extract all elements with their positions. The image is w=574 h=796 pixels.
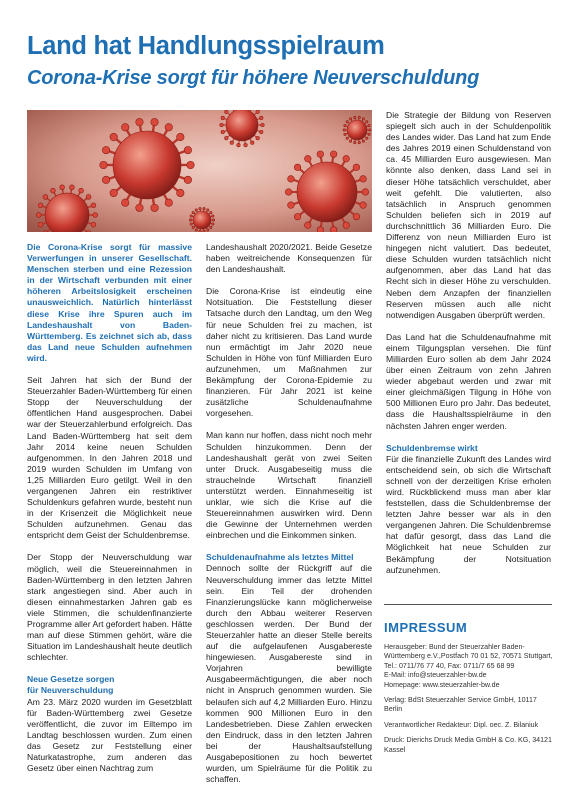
impressum-redakteur: Verantwortlicher Redakteur: Dipl. oec. Z. Bilaniuk [384, 720, 539, 729]
subheading-schuldenaufnahme: Schuldenaufnahme als letztes Mittel [206, 552, 354, 563]
paragraph: Landeshaushalt 2020/2021. Beide Gesetze haben weitreichende Konsequenzen für den Landeshaushalt. [206, 242, 372, 275]
impressum-druck: Druck: Dierichs Druck Media GmbH & Co. KG, 34121 Kassel [384, 736, 552, 754]
paragraph: Der Stopp der Neuverschuldung war möglich, weil die Steuereinnahmen in Baden-Württemberg in den letzten Jahren stark angestiegen sind. Aber auch in diesen einnahmestarken Jahren gab es viele Stimmen, die schuldenfinanzierte Programme aller Art gefordert haben. Hätte man auf diese Stimmen gehört, wäre die Situation im Landeshaushalt heute deutlich schlechter. [27, 552, 192, 663]
paragraph: Das Land hat die Schuldenaufnahme mit einem Tilgungsplan versehen. Die fünf Milliarden Euro sollen ab dem Jahr 2024 über einen Zeitraum von zehn Jahren wieder abgebaut werden und zwar mit einer gleichmäßigen Tilgung in Höhe von 500 Millionen Euro pro Jahr. Das bedeutet, dass die Haushaltsspielräume in den nächsten Jahren enger werden. [386, 331, 551, 431]
impressum-title: IMPRESSUM [384, 620, 468, 635]
subheading-schuldenbremse: Schuldenbremse wirkt [386, 442, 478, 453]
impressum-email: E-Mail: info@steuerzahler-bw.de [384, 671, 487, 680]
paragraph: Die Corona-Krise ist eindeutig eine Notsituation. Die Feststellung dieser Tatsache durch den Landtag, um den Weg für neue Schulden frei zu machen, ist daher nicht zu kritisieren. Das Land wurde nun ermächtigt im Jahr 2020 neue Schulden in Höhe von fünf Milliarden Euro aufzunehmen, um Maßnahmen zur Bekämpfung der Corona-Epidemie zu finanzieren. Für Jahr 2021 ist keine zusätzliche Schuldenaufnahme vorgesehen. [206, 286, 372, 419]
impressum-herausgeber: Herausgeber: Bund der Steuerzahler Baden-Württemberg e.V.,Postfach 70 01 52, 70571 Stuttgart, [384, 643, 553, 661]
paragraph: Man kann nur hoffen, dass nicht noch mehr Schulden hinzukommen. Denn der Landeshaushalt gerät von zwei Seiten unter Druck. Ausgabeseitig muss die strauchelnde Wirtschaft finanziell unterstützt werden. Einnahmeseitig ist unklar, wie sich die Krise auf die Steuereinnahmen auswirken wird. Denn die Gewinne der Unternehmen werden einbrechen und die Einkommen sinken. [206, 430, 372, 541]
paragraph: Dennoch sollte der Rückgriff auf die Neuverschuldung immer das letzte Mittel sein. Ein Teil der drohenden Finanzierungslücke kann möglicherweise durch den Abbau weiterer Reserven geschlossen werden. Der Bund der Steuerzahler hatte an dieser Stelle bereits auf die aufgelaufenen Ausgabereste hingewiesen. Ausgabereste sind in Vorjahren bewilligte Ausgabeermächtigungen, die aber noch nicht in Anspruch genommen wurden. Sie belaufen sich auf 4,2 Milliarden Euro. Hinzu kommen 900 Millionen Euro in den Landesbetrieben. Diese Zahlen erwecken den Eindruck, dass in den letzten Jahren bei der Haushaltsaufstellung Ausgabepositionen zu hoch bewertet wurden, um Spielräume für die Politik zu schaffen. [206, 563, 372, 785]
paragraph: Die Strategie der Bildung von Reserven spiegelt sich auch in der Schuldenpolitik des Landes wider. Das Land hat zum Ende des Jahres 2019 einen Schuldenstand von ca. 45 Milliarden Euro ausgewiesen. Man könnte also denken, dass Land sei in dieser Höhe tatsächlich verschuldet, aber weit gefehlt. Die valutierten, also tatsächlich in Anspruch genommen Schulden beliefen sich in 2019 auf durchschnittlich 36 Milliarden Euro. Die Differenz von neun Milliarden Euro ist hingegen nicht valutiert. Das bedeutet, diese Schulden wurden tatsächlich nicht aufgenommen, aber das Land hat das Recht sich in dieser Höhe zu verschulden. Neben dem Anzapfen der finanziellen Reserven müssen auch alle nicht notwendigen Ausgaben überprüft werden. [386, 110, 551, 320]
article-lead: Die Corona-Krise sorgt für massive Verwerfungen in unserer Gesellschaft. Menschen sterben und eine Rezession in der Wirtschaft verbunden mit einer höheren Arbeitslosigkeit erscheinen unausweichlich. Natürlich hinterlässt diese Krise ihre Spuren auch im Landeshaushalt von Baden-Württemberg. Es zeichnet sich ab, dass das Land neue Schulden aufnehmen wird. [27, 242, 192, 363]
impressum-verlag: Verlag: BdSt Steuerzahler Service GmbH, 10117 Berlin [384, 696, 537, 714]
impressum-homepage: Homepage: www.steuerzahler-bw.de [384, 680, 500, 689]
impressum-divider [384, 604, 552, 605]
impressum-block [384, 643, 554, 761]
headline: Land hat Handlungsspielraum [27, 32, 385, 60]
subheading-neuverschuldung: für Neuverschuldung [27, 685, 114, 696]
subheading-neue-gesetze: Neue Gesetze sorgen [27, 674, 115, 685]
paragraph: Seit Jahren hat sich der Bund der Steuerzahler Baden-Württemberg für einen Stopp der Neuverschuldung der öffentlichen Hand ausgesprochen. Dabei war der Steuerzahlerbund erfolgreich. Das Land Baden-Württemberg hat seit dem Jahr 2014 keine neuen Schulden aufgenommen. In den Jahren 2018 und 2019 wurden Schulden im Umfang von 1,25 Milliarden Euro getilgt. Weil in den vergangenen Jahren ein restriktiver Schuldenkurs gefahren wurde, besteht nun in der Krisenzeit die Möglichkeit neue Schulden aufzunehmen. Genau das entspricht dem Geist der Schuldenbremse. [27, 375, 192, 541]
paragraph: Für die finanzielle Zukunft des Landes wird entscheidend sein, ob sich die Wirtschaft schnell von der derzeitigen Krise erholen wird. Rückblickend muss man aber klar feststellen, dass die Schuldenbremse der letzten Jahre besser war als in den vergangenen Jahren. Die Schuldenbremse hat dafür gesorgt, dass das Land die Möglichkeit hat neue Schulden zur Bekämpfung der Notsituation aufzunehmen. [386, 453, 551, 575]
coronavirus-illustration-icon [27, 110, 372, 232]
article-column-3 [386, 110, 551, 587]
subheadline: Corona-Krise sorgt für höhere Neuverschuldung [27, 67, 480, 89]
impressum-tel: Tel.: 0711/76 77 40, Fax: 0711/7 65 68 99 [384, 661, 515, 670]
article-column-2 [206, 242, 372, 796]
article-column-1 [27, 242, 192, 785]
paragraph: Am 23. März 2020 wurden im Gesetzblatt für Baden-Württemberg zwei Gesetze veröffentlicht, die zuvor im Eiltempo im Landtag beschlossen wurden. Zum einen das Gesetz zur Feststellung einer Naturkatastrophe, zum anderen das Gesetz über einen Nachtrag zum [27, 696, 192, 774]
